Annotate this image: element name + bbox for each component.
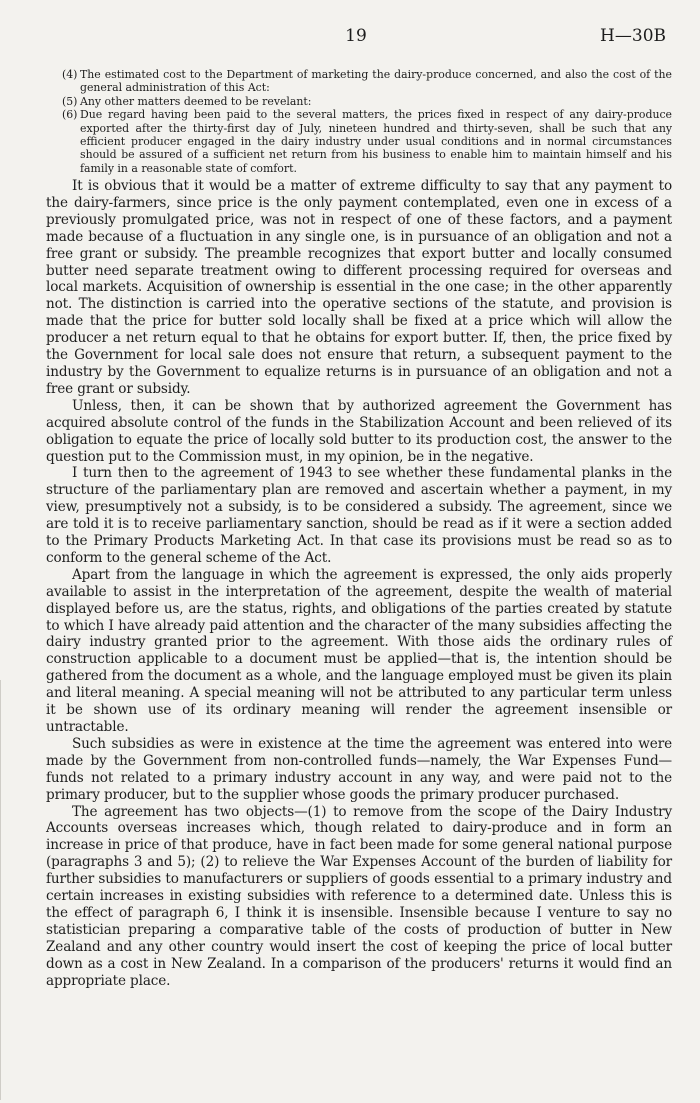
body-paragraph: Unless, then, it can be shown that by authorized agreement the Government has acquired absolute control of the funds in the Stabilization Account and been relieved of its obligation to equate the price of locally sold butter to its production cost, the answer to the question put to the Commission must, in my opinion, be in the negative. [46, 397, 672, 465]
body-paragraph: Apart from the language in which the agreement is expressed, the only aids properly available to assist in the interpretation of the agreement, despite the wealth of material displayed before us, are the status, rights, and obligations of the parties created by statute to which I have already paid attention and the character of the many subsidies affecting the dairy industry granted prior to the agreement. With those aids the ordinary rules of construction applicable to a document must be applied—that is, the intention should be gathered from the document as a whole, and the language employed must be given its plain and literal meaning. A special meaning will not be attributed to any particular term unless it be shown use of its ordinary meaning will render the agreement insensible or untractable. [46, 566, 672, 735]
body-paragraph: It is obvious that it would be a matter of extreme difficulty to say that any payment to the dairy-farmers, since price is the only payment contemplated, even one in excess of a previously promulgated price, was not in respect of one of these factors, and a payment made because of a fluctuation in any single one, is in pursuance of an obligation and not a free grant or subsidy. The preamble recognizes that export butter and locally consumed butter need separate treatment owing to different processing required for overseas and local markets. Acquisition of ownership is essential in the one case; in the other apparently not. The distinction is carried into the operative sections of the statute, and provision is made that the price for butter sold locally shall be fixed at a price which will allow the producer a net return equal to that he obtains for export butter. If, then, the price fixed by the Government for local sale does not ensure that return, a subsequent payment to the industry by the Government to equalize returns is in pursuance of an obligation and not a free grant or subsidy. [46, 178, 672, 397]
page-header [46, 26, 666, 50]
item-text: The estimated cost to the Department of marketing the dairy-produce concerned, and also the cost of the general administration of this Act: [80, 68, 672, 95]
statute-item [62, 68, 672, 95]
scan-margin-line [0, 680, 1, 1100]
item-text: Any other matters deemed to be revelant: [80, 94, 312, 108]
body-text [46, 178, 672, 990]
item-text: Due regard having been paid to the several matters, the prices fixed in respect of any dairy-produce exported after the thirty-first day of July, nineteen hundred and thirty-seven, shall be such that any efficient producer engaged in the dairy industry under usual conditions and in normal circumstances should be assured of a sufficient net return from his business to enable him to maintain himself and his family in a reasonable state of comfort. [80, 108, 672, 175]
item-number: (6) [62, 108, 78, 122]
document-reference: H—30B [600, 26, 666, 46]
item-number: (4) [62, 68, 78, 81]
body-paragraph: The agreement has two objects—(1) to remove from the scope of the Dairy Industry Accounts overseas increases which, though related to dairy-produce and in form an increase in price of that produce, have in fact been made for some general national purpose (paragraphs 3 and 5); (2) to relieve the War Expenses Account of the burden of liability for further subsidies to manufacturers or suppliers of goods essential to a primary industry and certain increases in existing subsidies with reference to a determined date. Unless this is the effect of paragraph 6, I think it is insensible. Insensible because I venture to say no statistician preparing a comparative table of the costs of production of butter in New Zealand and any other country would insert the cost of keeping the price of local butter down as a cost in New Zealand. In a comparison of the producers' returns it would find an appropriate place. [46, 803, 672, 989]
body-paragraph: Such subsidies as were in existence at the time the agreement was entered into were made by the Government from non-controlled funds—namely, the War Expenses Fund—funds not related to a primary industry account in any way, and were paid not to the primary producer, but to the supplier whose goods the primary producer purchased. [46, 735, 672, 803]
item-number: (5) [62, 94, 78, 108]
statute-item [62, 108, 672, 175]
body-paragraph: I turn then to the agreement of 1943 to see whether these fundamental planks in the structure of the parliamentary plan are removed and ascertain whether a payment, in my view, presumptively not a subsidy, is to be considered a subsidy. The agreement, since we are told it is to receive parliamentary sanction, should be read as if it were a section added to the Primary Products Marketing Act. In that case its provisions must be read so as to conform to the general scheme of the Act. [46, 465, 672, 566]
page-number: 19 [345, 26, 367, 46]
statute-item [62, 95, 672, 108]
statute-item-list [62, 68, 672, 175]
